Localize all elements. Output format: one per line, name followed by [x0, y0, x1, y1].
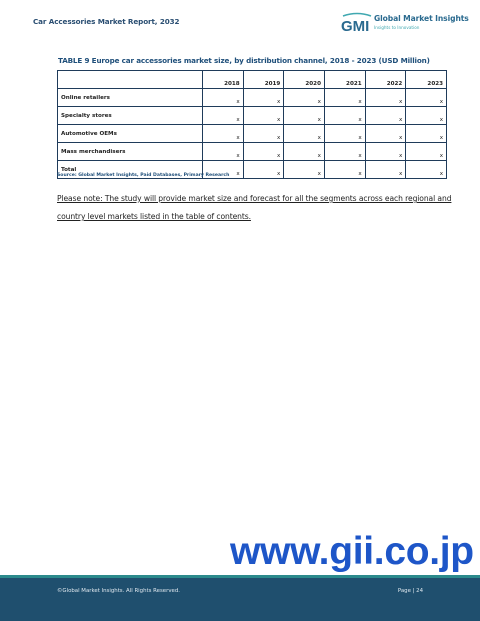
table-cell: x	[284, 161, 325, 179]
logo-tagline: Insights to Innovation	[374, 25, 420, 30]
table-row	[58, 107, 447, 125]
table-cell: x	[406, 89, 447, 107]
table-cell: x	[203, 107, 244, 125]
table-cell: x	[203, 143, 244, 161]
table-cell: x	[203, 125, 244, 143]
table-cell: x	[203, 89, 244, 107]
table-row	[58, 125, 447, 143]
table-cell: x	[406, 125, 447, 143]
table-cell: x	[324, 107, 365, 125]
row-label: Mass merchandisers	[58, 143, 203, 161]
table-cell: x	[324, 125, 365, 143]
table-cell: x	[406, 143, 447, 161]
table-header-row	[58, 71, 447, 89]
logo-mark-text: GMI	[341, 18, 370, 34]
column-header: 2022	[365, 71, 406, 89]
table-cell: x	[365, 107, 406, 125]
table-cell: x	[284, 107, 325, 125]
table-cell: x	[365, 161, 406, 179]
market-size-table	[57, 70, 447, 179]
table-row	[58, 89, 447, 107]
table-cell: x	[243, 107, 284, 125]
table-cell: x	[365, 89, 406, 107]
gmi-logo-icon	[340, 12, 374, 34]
company-logo	[340, 12, 469, 34]
footer-accent-stripe	[0, 575, 480, 578]
column-header: 2021	[324, 71, 365, 89]
table-cell: x	[324, 161, 365, 179]
table-cell: x	[284, 89, 325, 107]
table-corner-cell	[58, 71, 203, 89]
report-title: Car Accessories Market Report, 2032	[33, 17, 180, 26]
table-cell: x	[243, 161, 284, 179]
table-cell: x	[243, 125, 284, 143]
table-cell: x	[406, 161, 447, 179]
column-header: 2019	[243, 71, 284, 89]
table-row	[58, 143, 447, 161]
table-cell: x	[324, 89, 365, 107]
table-cell: x	[203, 161, 244, 179]
column-header: 2023	[406, 71, 447, 89]
table-cell: x	[324, 143, 365, 161]
page-footer	[0, 575, 480, 621]
logo-name: Global Market Insights	[374, 14, 469, 23]
table-cell: x	[365, 125, 406, 143]
row-label: Online retailers	[58, 89, 203, 107]
column-header: 2020	[284, 71, 325, 89]
table-cell: x	[284, 125, 325, 143]
row-label: Automotive OEMs	[58, 125, 203, 143]
page-number: Page | 24	[397, 588, 423, 594]
table-cell: x	[243, 143, 284, 161]
disclaimer-note: Please note: The study will provide market size and forecast for all the segments across each regional and country level markets listed in the table of contents.	[57, 194, 452, 221]
table-cell: x	[243, 89, 284, 107]
table-cell: x	[406, 107, 447, 125]
column-header: 2018	[203, 71, 244, 89]
table-cell: x	[365, 143, 406, 161]
row-label: Specialty stores	[58, 107, 203, 125]
table-source: Source: Global Market Insights, Paid Databases, Primary Research	[57, 173, 230, 178]
table-cell: x	[284, 143, 325, 161]
watermark-url: www.gii.co.jp	[230, 530, 474, 573]
copyright-text: ©Global Market Insights. All Rights Reserved.	[57, 588, 180, 594]
row-label: Total	[58, 161, 203, 179]
table-caption: TABLE 9 Europe car accessories market size, by distribution channel, 2018 - 2023 (USD Million)	[58, 56, 430, 65]
